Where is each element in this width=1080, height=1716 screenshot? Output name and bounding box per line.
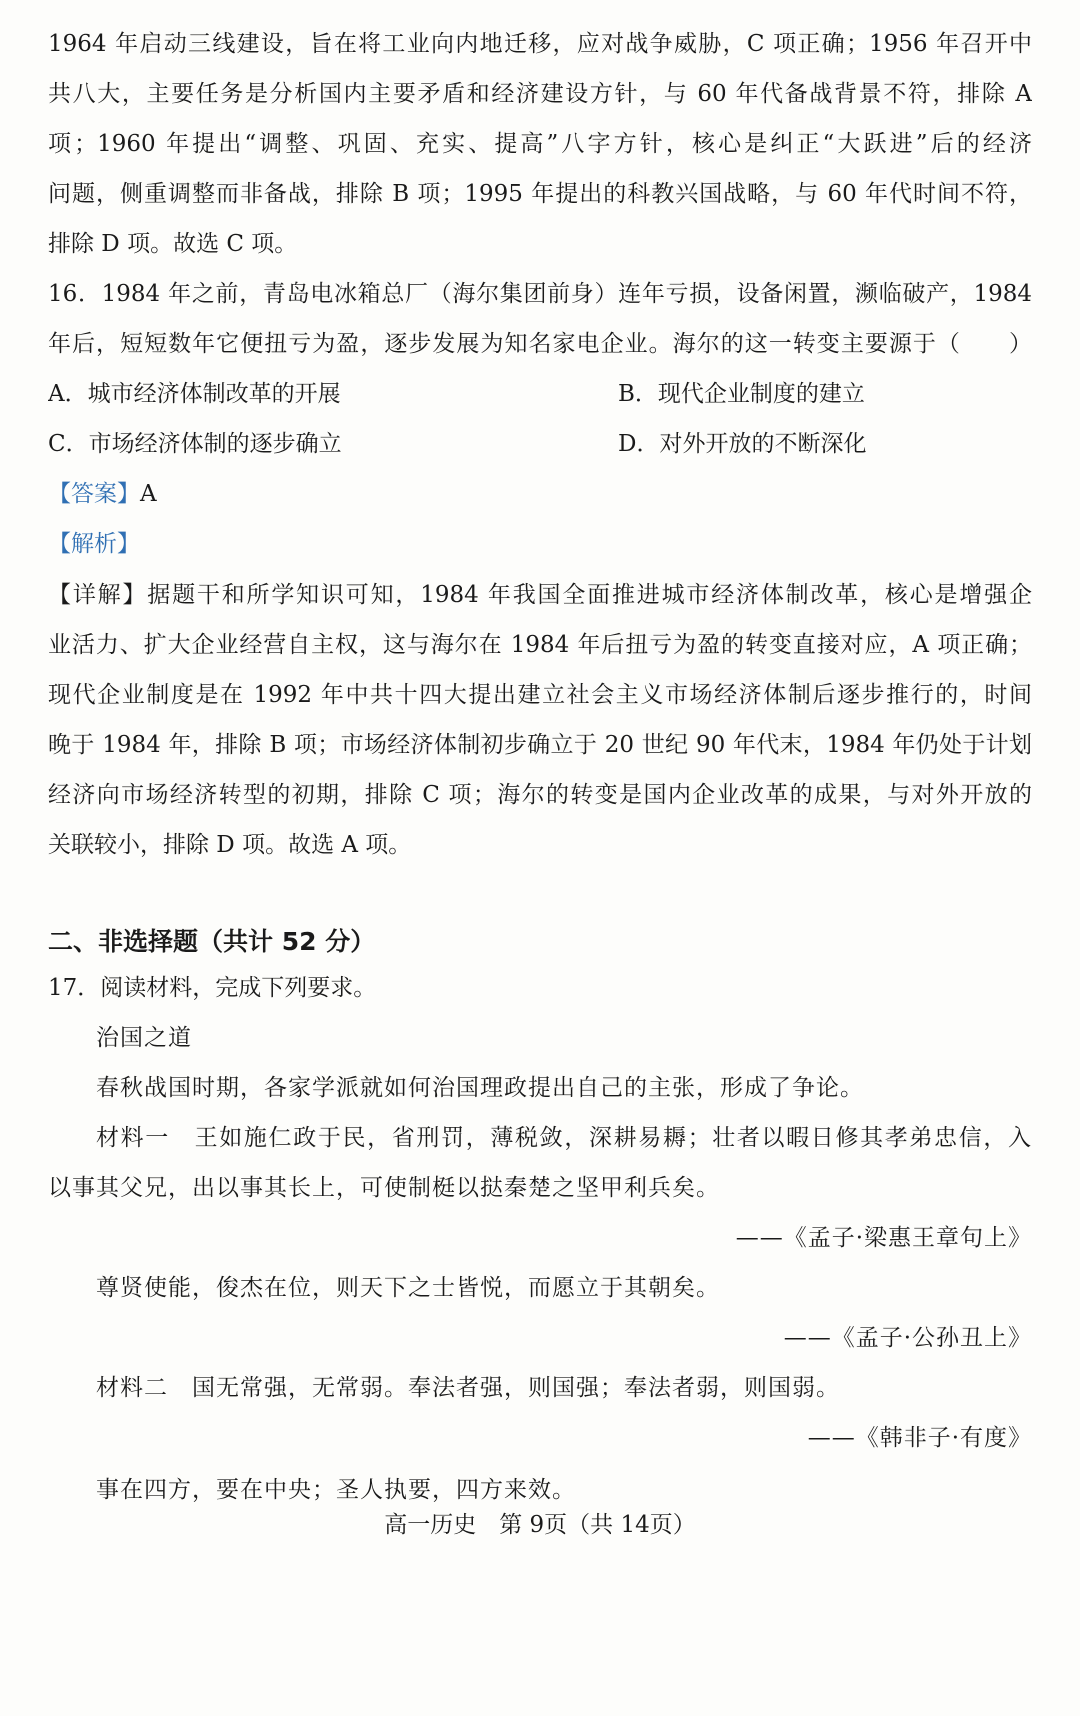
option-b: B．现代企业制度的建立 xyxy=(618,381,865,407)
answer-value: A xyxy=(140,481,157,507)
material-subtitle: 治国之道 xyxy=(96,1025,192,1051)
analysis-tag: 【解析】 xyxy=(48,531,140,557)
analysis-line: 1964 年启动三线建设，旨在将工业向内地迁移，应对战争威胁，C 项正确；1956 年召开中 xyxy=(48,31,1032,57)
detail-line: 经济向市场经济转型的初期，排除 C 项；海尔的转变是国内企业改革的成果，与对外开放的 xyxy=(48,782,1032,808)
analysis-line: 共八大，主要任务是分析国内主要矛盾和经济建设方针，与 60 年代备战背景不符，排除 A xyxy=(48,81,1032,107)
material-1b-text: 尊贤使能，俊杰在位，则天下之士皆悦，而愿立于其朝矣。 xyxy=(96,1275,720,1301)
detail-text: 据题干和所学知识可知，1984 年我国全面推进城市经济体制改革，核心是增强企 xyxy=(147,582,1032,608)
detail-line: 业活力、扩大企业经营自主权，这与海尔在 1984 年后扭亏为盈的转变直接对应，A 项正确； xyxy=(48,632,1032,658)
analysis-line: 问题，侧重调整而非备战，排除 B 项；1995 年提出的科教兴国战略，与 60 年代时间不符， xyxy=(48,181,1032,207)
option-d: D．对外开放的不断深化 xyxy=(618,431,867,457)
material-intro: 春秋战国时期，各家学派就如何治国理政提出自己的主张，形成了争论。 xyxy=(96,1075,864,1101)
question-16-stem: 年后，短短数年它便扭亏为盈，逐步发展为知名家电企业。海尔的这一转变主要源于（ ） xyxy=(48,331,1032,357)
option-a: A．城市经济体制改革的开展 xyxy=(48,381,341,407)
material-1-text: 材料一 王如施仁政于民，省刑罚，薄税敛，深耕易耨；壮者以暇日修其孝弟忠信，入 xyxy=(96,1125,1032,1151)
material-2b-text: 事在四方，要在中央；圣人执要，四方来效。 xyxy=(96,1477,576,1503)
material-2-text: 材料二 国无常强，无常弱。奉法者强，则国强；奉法者弱，则国弱。 xyxy=(96,1375,840,1401)
section-title: 二、非选择题（共计 52 分） xyxy=(48,927,376,956)
detail-row xyxy=(48,577,1032,613)
material-1-source: ——《孟子·梁惠王章句上》 xyxy=(735,1225,1032,1251)
analysis-line: 排除 D 项。故选 C 项。 xyxy=(48,231,298,257)
detail-line: 现代企业制度是在 1992 年中共十四大提出建立社会主义市场经济体制后逐步推行的，时间 xyxy=(48,682,1032,708)
detail-line: 晚于 1984 年，排除 B 项；市场经济体制初步确立于 20 世纪 90 年代末，1984 年仍处于计划 xyxy=(48,732,1032,758)
page-footer: 高一历史 第 9页（共 14页） xyxy=(384,1512,696,1538)
material-1-text: 以事其父兄，出以事其长上，可使制梃以挞秦楚之坚甲利兵矣。 xyxy=(48,1175,720,1201)
detail-tag: 【详解】 xyxy=(48,582,148,608)
material-1b-source: ——《孟子·公孙丑上》 xyxy=(783,1325,1032,1351)
option-c: C．市场经济体制的逐步确立 xyxy=(48,431,342,457)
question-16-stem: 16．1984 年之前，青岛电冰箱总厂（海尔集团前身）连年亏损，设备闲置，濒临破产，1984 xyxy=(48,281,1032,307)
answer-row xyxy=(48,476,1032,512)
analysis-line: 项；1960 年提出“调整、巩固、充实、提高”八字方针，核心是纠正“大跃进”后的经济 xyxy=(48,131,1032,157)
question-17-stem: 17．阅读材料，完成下列要求。 xyxy=(48,975,377,1001)
answer-tag: 【答案】 xyxy=(48,481,140,507)
material-2-source: ——《韩非子·有度》 xyxy=(807,1425,1032,1451)
detail-line: 关联较小，排除 D 项。故选 A 项。 xyxy=(48,832,412,858)
